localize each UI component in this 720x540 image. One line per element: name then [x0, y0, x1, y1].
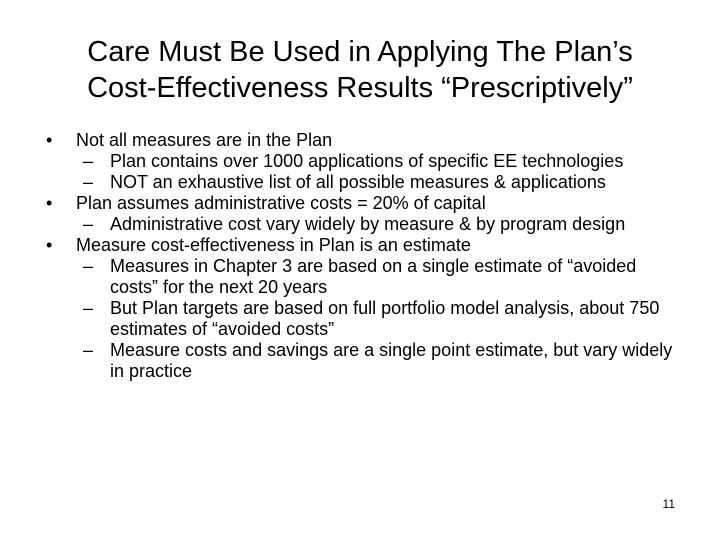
sub-bullet-item: [28, 172, 688, 193]
sub-bullet-marker: –: [83, 214, 94, 234]
sub-bullet-text: Administrative cost vary widely by measure & by program design: [110, 214, 626, 234]
bullet-marker: •: [46, 130, 53, 150]
slide-title-line: Cost-Effectiveness Results “Prescriptively”: [87, 72, 633, 104]
sub-bullet-marker: –: [83, 256, 94, 276]
sub-bullet-text: Measure costs and savings are a single point estimate, but vary widely in practice: [110, 340, 673, 381]
sub-bullet-item: [28, 214, 688, 235]
sub-bullet-item: [28, 151, 688, 172]
sub-bullet-marker: –: [83, 172, 94, 192]
page-number: 11: [662, 497, 675, 511]
bullet-item: [28, 235, 688, 256]
bullet-marker: •: [46, 193, 53, 213]
bullet-marker: •: [46, 235, 53, 255]
sub-bullet-marker: –: [83, 340, 94, 360]
bullet-text: Measure cost-effectiveness in Plan is an estimate: [76, 235, 471, 255]
slide-body: [28, 130, 688, 382]
sub-bullet-item: [28, 298, 688, 340]
sub-bullet-item: [28, 256, 688, 298]
bullet-item: [28, 130, 688, 151]
bullet-item: [28, 193, 688, 214]
slide-title: [40, 34, 680, 106]
bullet-text: Plan assumes administrative costs = 20% of capital: [76, 193, 486, 213]
sub-bullet-marker: –: [83, 298, 94, 318]
sub-bullet-text: NOT an exhaustive list of all possible measures & applications: [110, 172, 606, 192]
sub-bullet-text: But Plan targets are based on full portfolio model analysis, about 750 estimates of “avoided costs”: [110, 298, 660, 339]
sub-bullet-item: [28, 340, 688, 382]
bullet-text: Not all measures are in the Plan: [76, 130, 333, 150]
sub-bullet-marker: –: [83, 151, 94, 171]
sub-bullet-text: Plan contains over 1000 applications of specific EE technologies: [110, 151, 624, 171]
slide-title-line: Care Must Be Used in Applying The Plan’s: [87, 36, 633, 68]
sub-bullet-text: Measures in Chapter 3 are based on a single estimate of “avoided costs” for the next 20 years: [110, 256, 637, 297]
